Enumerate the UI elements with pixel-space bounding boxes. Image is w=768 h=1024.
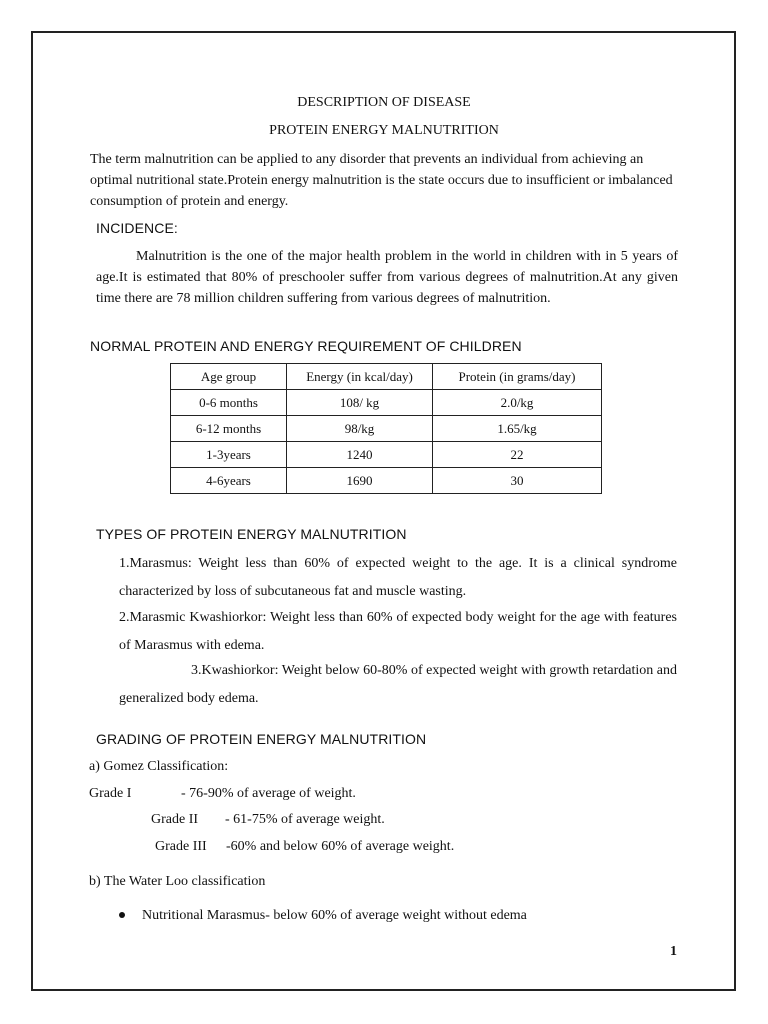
table-cell: 1690 [287, 468, 433, 494]
table-heading: NORMAL PROTEIN AND ENERGY REQUIREMENT OF CHILDREN [90, 338, 522, 354]
table-header-cell: Age group [171, 364, 287, 390]
bullet-icon [119, 912, 125, 918]
incidence-heading: INCIDENCE: [96, 220, 178, 236]
table-cell: 0-6 months [171, 390, 287, 416]
bullet-item: Nutritional Marasmus- below 60% of average weight without edema [142, 908, 527, 923]
grade-description: - 76-90% of average of weight. [181, 786, 356, 801]
grade-label: Grade III [155, 839, 207, 854]
table-cell: 98/kg [287, 416, 433, 442]
type-item: 1.Marasmus: Weight less than 60% of expected weight to the age. It is a clinical syndrome characterized by loss of subcutaneous fat and muscle wasting. [119, 556, 677, 599]
table-row [171, 442, 602, 468]
type-item: 3.Kwashiorkor: Weight below 60-80% of expected weight with growth retardation and generalized body edema. [119, 663, 677, 706]
grade-description: - 61-75% of average weight. [225, 812, 385, 827]
types-heading: TYPES OF PROTEIN ENERGY MALNUTRITION [96, 526, 407, 542]
table-header-row [171, 364, 602, 390]
document-title: DESCRIPTION OF DISEASE [297, 95, 471, 110]
table-cell: 4-6years [171, 468, 287, 494]
grade-label: Grade I [89, 786, 132, 801]
table-cell: 30 [433, 468, 602, 494]
document-subtitle: PROTEIN ENERGY MALNUTRITION [269, 123, 499, 138]
table-header-cell: Protein (in grams/day) [433, 364, 602, 390]
type-item: 2.Marasmic Kwashiorkor: Weight less than 60% of expected body weight for the age with features of Marasmus with edema. [119, 610, 677, 653]
table-cell: 1240 [287, 442, 433, 468]
waterloo-label: b) The Water Loo classification [89, 874, 266, 889]
intro-paragraph: The term malnutrition can be applied to any disorder that prevents an individual from achieving an optimal nutritional state.Protein energy malnutrition is the state occurs due to insufficient or imbalanced consumption of protein and energy. [90, 152, 673, 209]
page-number: 1 [670, 944, 677, 959]
table-cell: 22 [433, 442, 602, 468]
table-cell: 1-3years [171, 442, 287, 468]
requirement-table [170, 363, 602, 494]
incidence-paragraph: Malnutrition is the one of the major health problem in the world in children with in 5 years of age.It is estimated that 80% of preschooler suffer from various degrees of malnutrition.At any given time there are 78 million children suffering from various degrees of malnutrition. [96, 249, 678, 306]
table-row [171, 416, 602, 442]
grade-description: -60% and below 60% of average weight. [226, 839, 455, 854]
table-cell: 2.0/kg [433, 390, 602, 416]
table-row [171, 390, 602, 416]
table-cell: 1.65/kg [433, 416, 602, 442]
table-cell: 6-12 months [171, 416, 287, 442]
table-header-cell: Energy (in kcal/day) [287, 364, 433, 390]
grade-label: Grade II [151, 812, 199, 827]
table-cell: 108/ kg [287, 390, 433, 416]
gomez-label: a) Gomez Classification: [89, 759, 229, 774]
table-row [171, 468, 602, 494]
grading-heading: GRADING OF PROTEIN ENERGY MALNUTRITION [96, 731, 427, 747]
